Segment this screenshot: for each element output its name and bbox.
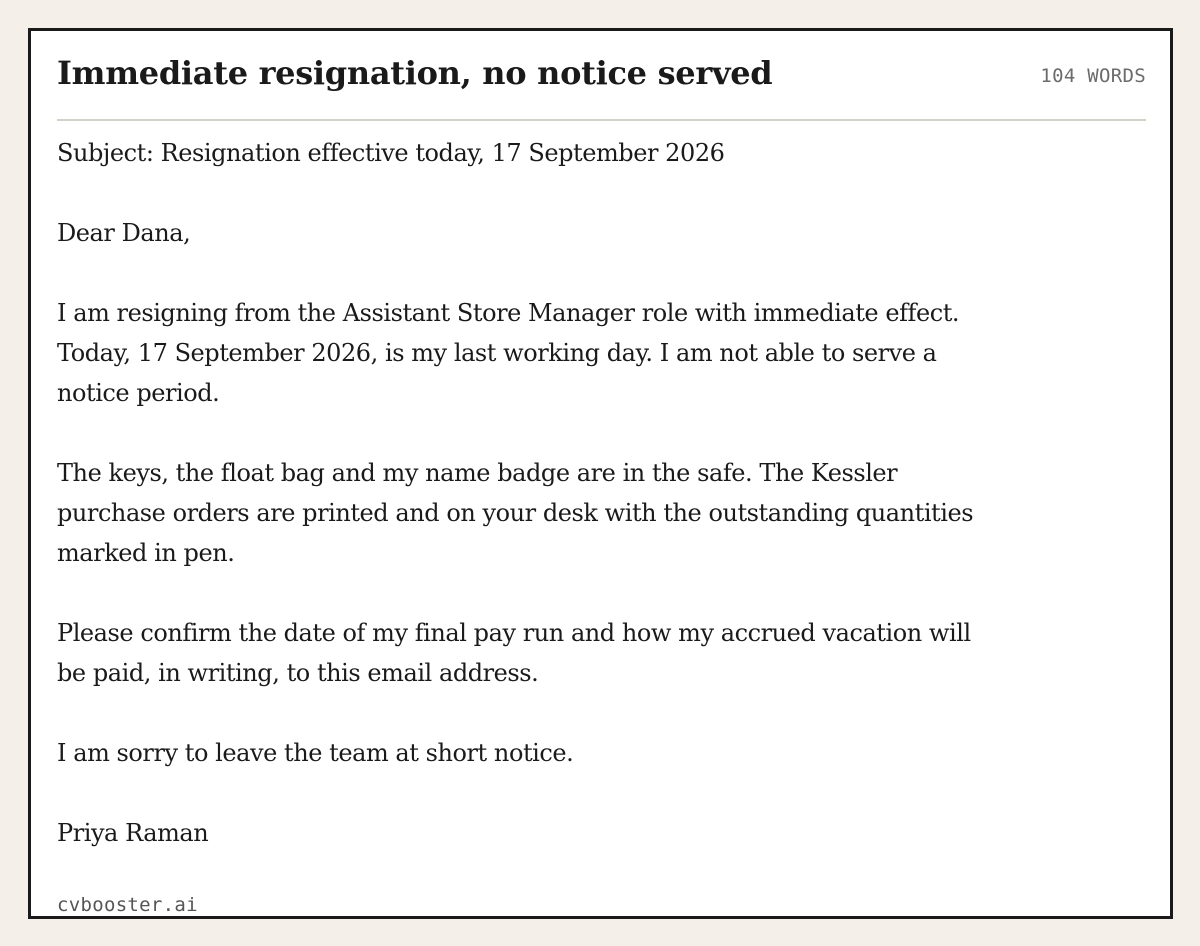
letter-subject: Subject: Resignation effective today, 17 September 2026 [57,139,725,167]
letter-paragraph: Please confirm the date of my final pay run and how my accrued vacation will be paid, in writing, to this email address. [57,619,971,687]
brand-footer: cvbooster.ai [57,894,198,916]
letter-header [57,31,1146,121]
word-count-badge: 104 WORDS [1040,65,1146,87]
letter-paragraph: I am sorry to leave the team at short notice. [57,739,574,767]
letter-paragraph: The keys, the float bag and my name badge are in the safe. The Kessler purchase orders are printed and on your desk with the outstanding quantities marked in pen. [57,459,974,567]
letter-card [28,28,1173,919]
letter-signature: Priya Raman [57,819,209,847]
letter-paragraph: I am resigning from the Assistant Store Manager role with immediate effect. Today, 17 September 2026, is my last working day. I am not able to serve a notice period. [57,299,960,407]
letter-body [57,133,997,853]
letter-title: Immediate resignation, no notice served [57,54,773,92]
letter-salutation: Dear Dana, [57,219,191,247]
